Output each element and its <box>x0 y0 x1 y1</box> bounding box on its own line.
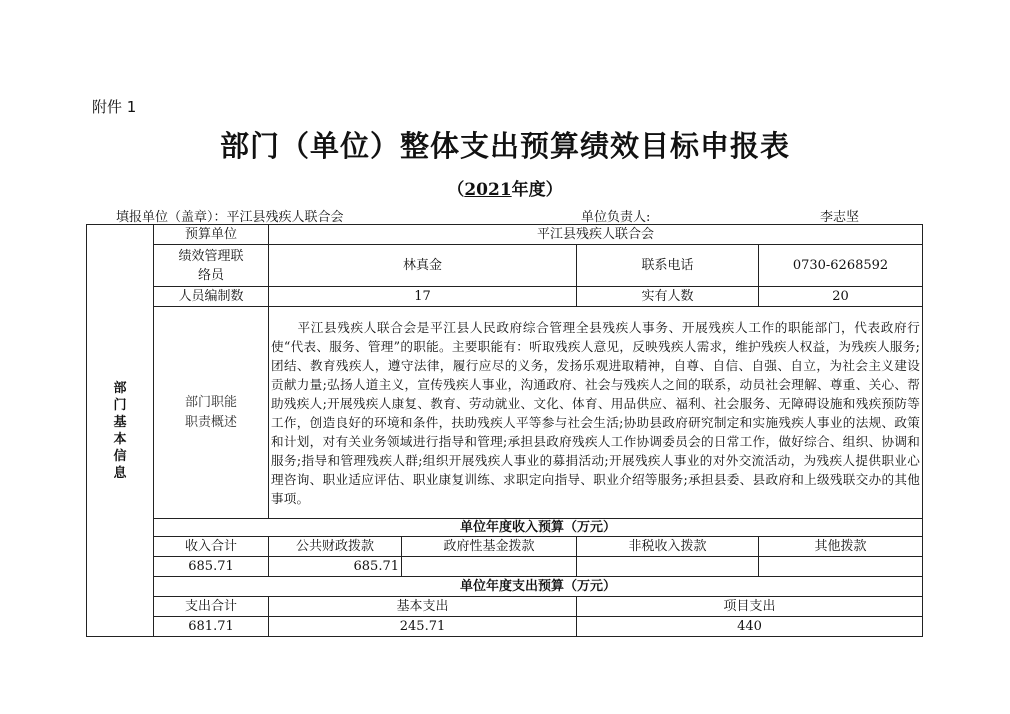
table-row <box>87 577 923 597</box>
year-open: （ <box>447 180 465 200</box>
attachment-label: 附件 1 <box>92 98 137 116</box>
section-label: 部门基本信息 <box>87 225 154 637</box>
unit-leader-label: 单位负责人: <box>581 210 651 225</box>
table-row <box>87 245 923 287</box>
expense-header: 项目支出 <box>577 597 923 617</box>
actual-value: 20 <box>759 287 923 307</box>
table-row <box>87 519 923 537</box>
duty-label: 部门职能职责概述 <box>154 307 269 519</box>
budget-unit-value: 平江县残疾人联合会 <box>269 225 923 245</box>
table-row <box>87 225 923 245</box>
expense-value: 440 <box>577 617 923 637</box>
income-header: 收入合计 <box>154 537 269 557</box>
expense-header: 支出合计 <box>154 597 269 617</box>
table-row <box>87 537 923 557</box>
unit-leader-name: 李志坚 <box>820 210 860 225</box>
income-header: 非税收入拨款 <box>577 537 759 557</box>
year-suffix: 年度） <box>511 180 563 200</box>
expense-title: 单位年度支出预算（万元） <box>154 577 923 597</box>
expense-header: 基本支出 <box>269 597 577 617</box>
income-header: 政府性基金拨款 <box>402 537 577 557</box>
expense-value: 245.71 <box>269 617 577 637</box>
table-row <box>87 617 923 637</box>
income-value: 685.71 <box>154 557 269 577</box>
filling-unit: 填报单位（盖章）：平江县残疾人联合会 <box>116 210 344 225</box>
phone-value: 0730-6268592 <box>759 245 923 287</box>
contact-label: 绩效管理联络员 <box>154 245 269 287</box>
phone-label: 联系电话 <box>577 245 759 287</box>
year-line <box>0 175 1010 200</box>
income-value <box>577 557 759 577</box>
table-row <box>87 307 923 519</box>
table-row <box>87 287 923 307</box>
income-header: 公共财政拨款 <box>269 537 402 557</box>
income-value: 685.71 <box>269 557 402 577</box>
actual-label: 实有人数 <box>577 287 759 307</box>
year-value: 2021 <box>464 180 512 200</box>
page-title: 部门（单位）整体支出预算绩效目标申报表 <box>219 129 790 163</box>
table-row <box>87 597 923 617</box>
duty-description: 平江县残疾人联合会是平江县人民政府综合管理全县残疾人事务、开展残疾人工作的职能部门，代表政府行使“代表、服务、管理”的职能。主要职能有：听取残疾人意见，反映残疾人需求，维护残疾人权益，为残疾人服务;团结、教育残疾人，遵守法律，履行应尽的义务，发扬乐观进取精神，自尊、自信、自强、自立，为社会主义建设贡献力量;弘扬人道主义，宣传残疾人事业，沟通政府、社会与残疾人之间的联系，动员社会理解、尊重、关心、帮助残疾人;开展残疾人康复、教育、劳动就业、文化、体育、用品供应、福利、社会服务、无障碍设施和残疾预防等工作，创造良好的环境和条件，扶助残疾人平等参与社会生活;协助县政府研究制定和实施残疾人事业的法规、政策和计划，对有关业务领域进行指导和管理;承担县政府残疾人工作协调委员会的日常工作，做好综合、组织、协调和服务;指导和管理残疾人群;组织开展残疾人事业的募捐活动;开展残疾人事业的对外交流活动，为残疾人提供职业心理咨询、职业适应评估、职业康复训练、求职定向指导、职业介绍等服务;承担县委、县政府和上级残联交办的其他事项。 <box>269 307 923 519</box>
staff-value: 17 <box>269 287 577 307</box>
income-title: 单位年度收入预算（万元） <box>154 519 923 537</box>
budget-table <box>86 224 923 637</box>
income-value <box>402 557 577 577</box>
expense-value: 681.71 <box>154 617 269 637</box>
table-row <box>87 557 923 577</box>
income-value <box>759 557 923 577</box>
contact-value: 林真金 <box>269 245 577 287</box>
budget-unit-label: 预算单位 <box>154 225 269 245</box>
staff-label: 人员编制数 <box>154 287 269 307</box>
income-header: 其他拨款 <box>759 537 923 557</box>
